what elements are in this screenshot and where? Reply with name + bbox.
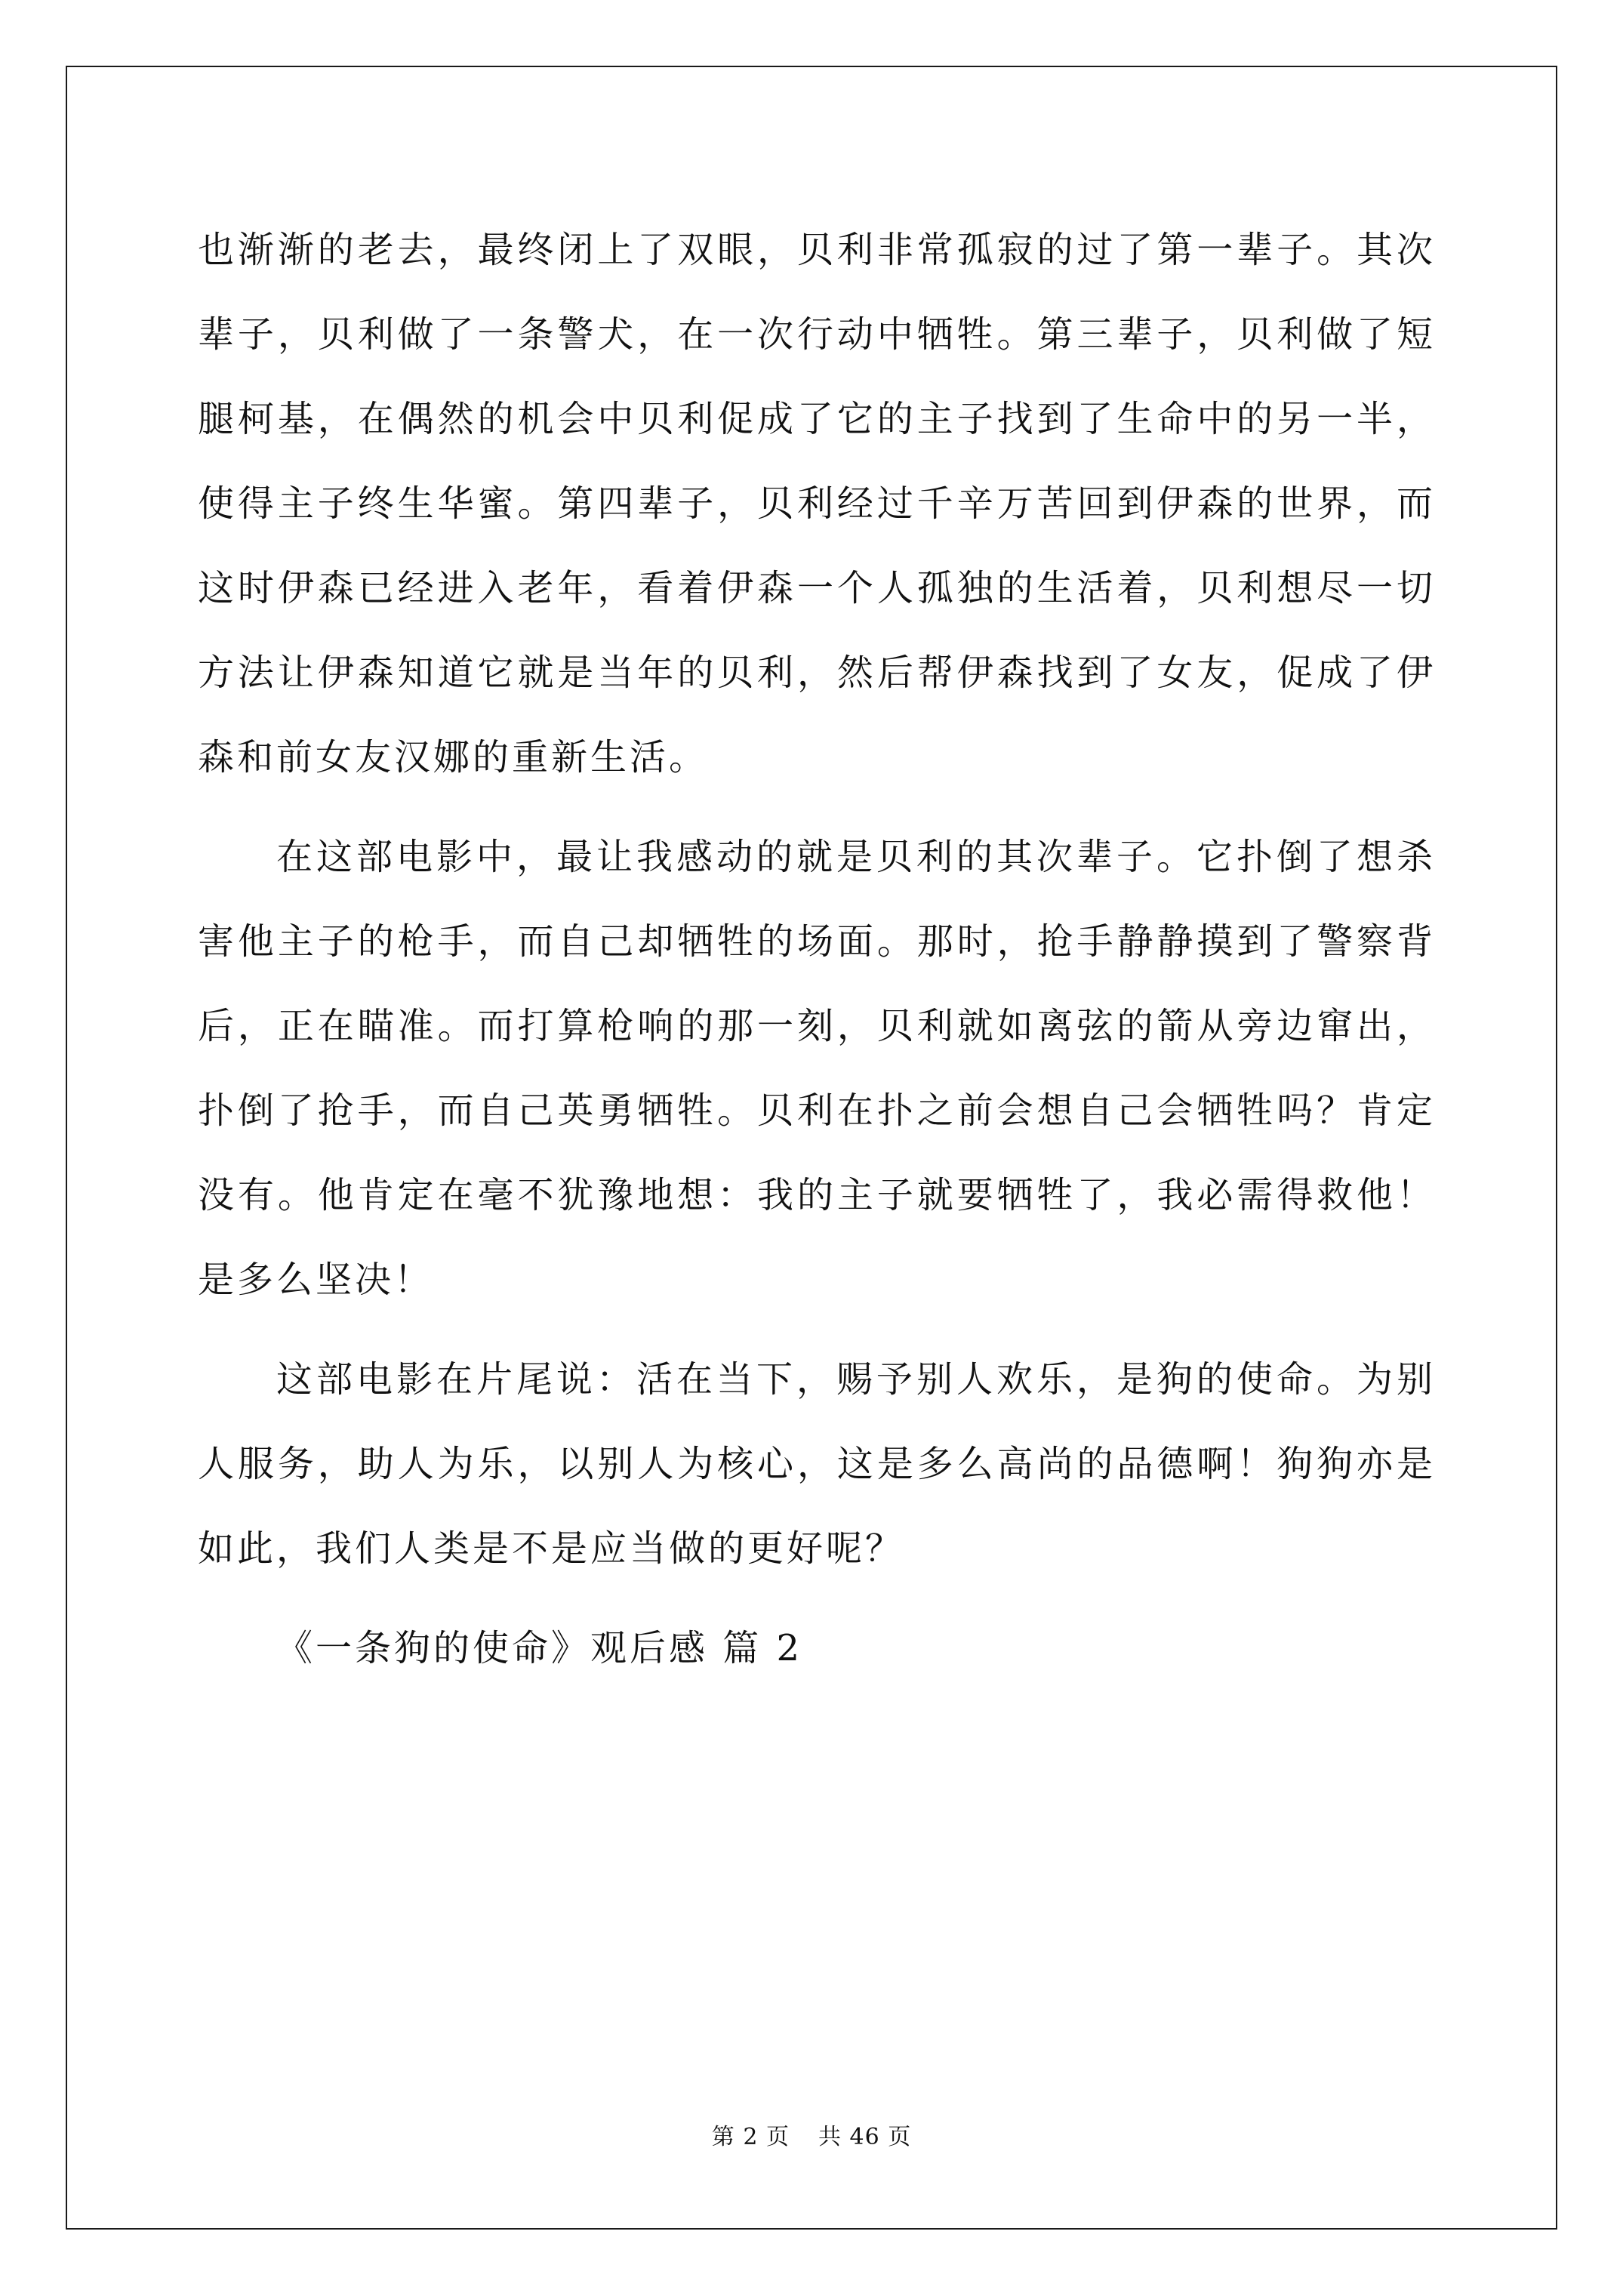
page-number-total: 共 46 页 <box>818 2124 912 2150</box>
page-footer <box>0 2118 1623 2151</box>
document-body <box>198 208 1436 1690</box>
paragraph-3: 这部电影在片尾说：活在当下，赐予别人欢乐，是狗的使命。为别人服务，助人为乐，以别人为核心，这是多么高尚的品德啊！狗狗亦是如此，我们人类是不是应当做的更好呢？ <box>198 1358 1436 1570</box>
paragraph-2: 在这部电影中，最让我感动的就是贝利的其次辈子。它扑倒了想杀害他主子的枪手，而自己却牺牲的场面。那时，抢手静静摸到了警察背后，正在瞄准。而打算枪响的那一刻，贝利就如离弦的箭从旁边窜出，扑倒了抢手，而自己英勇牺牲。贝利在扑之前会想自己会牺牲吗？肯定没有。他肯定在毫不犹豫地想：我的主子就要牺牲了，我必需得救他！是多么坚决！ <box>198 836 1436 1301</box>
paragraph-1: 也渐渐的老去，最终闭上了双眼，贝利非常孤寂的过了第一辈子。其次辈子，贝利做了一条警犬，在一次行动中牺牲。第三辈子，贝利做了短腿柯基，在偶然的机会中贝利促成了它的主子找到了生命中的另一半，使得主子终生华蜜。第四辈子，贝利经过千辛万苦回到伊森的世界，而这时伊森已经进入老年，看着伊森一个人孤独的生活着，贝利想尽一切方法让伊森知道它就是当年的贝利，然后帮伊森找到了女友，促成了伊森和前女友汉娜的重新生活。 <box>198 229 1436 778</box>
page-number-current: 第 2 页 <box>711 2124 790 2150</box>
section-heading: 《一条狗的使命》观后感 篇 2 <box>276 1627 803 1669</box>
